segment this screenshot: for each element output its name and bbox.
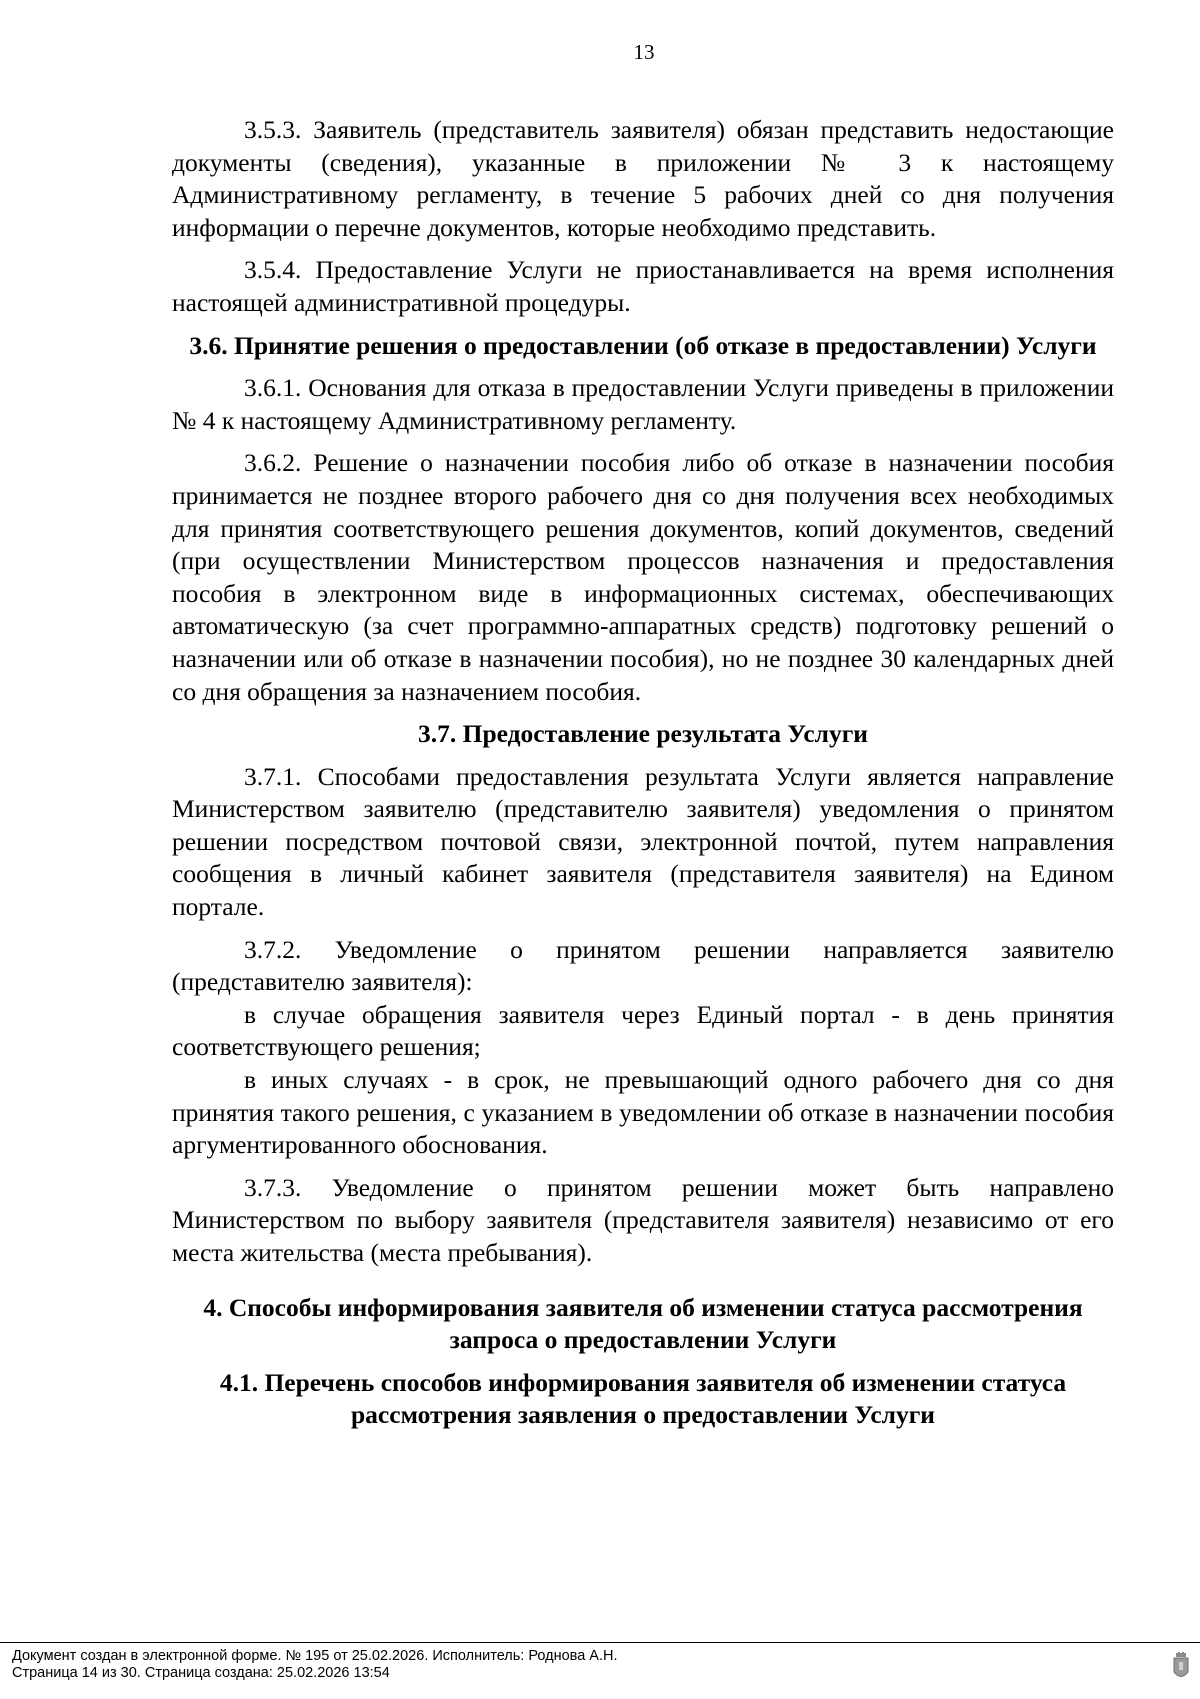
- paragraph-3-6-1: 3.6.1. Основания для отказа в предоставлении Услуги приведены в приложении № 4 к настоящему Административному регламенту.: [172, 373, 1114, 435]
- paragraph-3-5-3: 3.5.3. Заявитель (представитель заявителя) обязан представить недостающие документы (сведения), указанные в приложении № 3 к настоящему Административному регламенту, в течение 5 рабочих дней со дня получения информации о перечне документов, которые необходимо представить.: [172, 115, 1114, 242]
- page-number: 13: [633, 40, 655, 64]
- heading-4: 4. Способы информирования заявителя об изменении статуса рассмотрения запроса о предоставлении Услуги: [203, 1292, 1083, 1355]
- paragraph-3-6-2: 3.6.2. Решение о назначении пособия либо об отказе в назначении пособия принимается не позднее второго рабочего дня со дня получения всех необходимых для принятия соответствующего решения документов, копий документов, сведений (при осуществлении Министерством процессов назначения и предоставления пособия в электронном виде в информационных системах, обеспечивающих автоматическую (за счет программно-аппаратных средств) подготовку решений о назначении или об отказе в назначении пособия), но не позднее 30 календарных дней со дня обращения за назначением пособия.: [172, 448, 1114, 706]
- paragraph-3-7-1: 3.7.1. Способами предоставления результата Услуги является направление Министерством заявителю (представителю заявителя) уведомления о принятом решении посредством почтовой связи, электронной почтой, путем направления сообщения в личный кабинет заявителя (представителя заявителя) на Едином портале.: [172, 761, 1114, 922]
- paragraph-3-7-3: 3.7.3. Уведомление о принятом решении может быть направлено Министерством по выбору заявителя (представителя заявителя) независимо от его места жительства (места пребывания).: [172, 1172, 1114, 1267]
- paragraph-3-7-2: 3.7.2. Уведомление о принятом решении направляется заявителю (представителю заявителя):: [172, 934, 1114, 997]
- document-footer: [0, 1642, 1200, 1699]
- footer-line-1: Документ создан в электронной форме. № 195 от 25.02.2026. Исполнитель: Роднова А.Н.: [12, 1648, 618, 1664]
- paragraph-3-7-2-a: в случае обращения заявителя через Единый портал - в день принятия соответствующего решения;: [172, 999, 1114, 1062]
- footer-line-2: Страница 14 из 30. Страница создана: 25.02.2026 13:54: [12, 1665, 390, 1681]
- paragraph-3-5-4: 3.5.4. Предоставление Услуги не приостанавливается на время исполнения настоящей административной процедуры.: [172, 255, 1114, 317]
- heading-3-6: 3.6. Принятие решения о предоставлении (об отказе в предоставлении) Услуги: [189, 330, 1097, 360]
- heading-3-7: 3.7. Предоставление результата Услуги: [418, 719, 868, 749]
- footer-text: [12, 1648, 618, 1682]
- coat-of-arms-icon: [1172, 1652, 1190, 1682]
- heading-4-1: 4.1. Перечень способов информирования заявителя об изменении статуса рассмотрения заявления о предоставлении Услуги: [219, 1367, 1067, 1430]
- document-body: [172, 114, 1114, 1442]
- paragraph-3-7-2-b: в иных случаях - в срок, не превышающий одного рабочего дня со дня принятия такого решения, с указанием в уведомлении об отказе в назначении пособия аргументированного обоснования.: [172, 1065, 1114, 1160]
